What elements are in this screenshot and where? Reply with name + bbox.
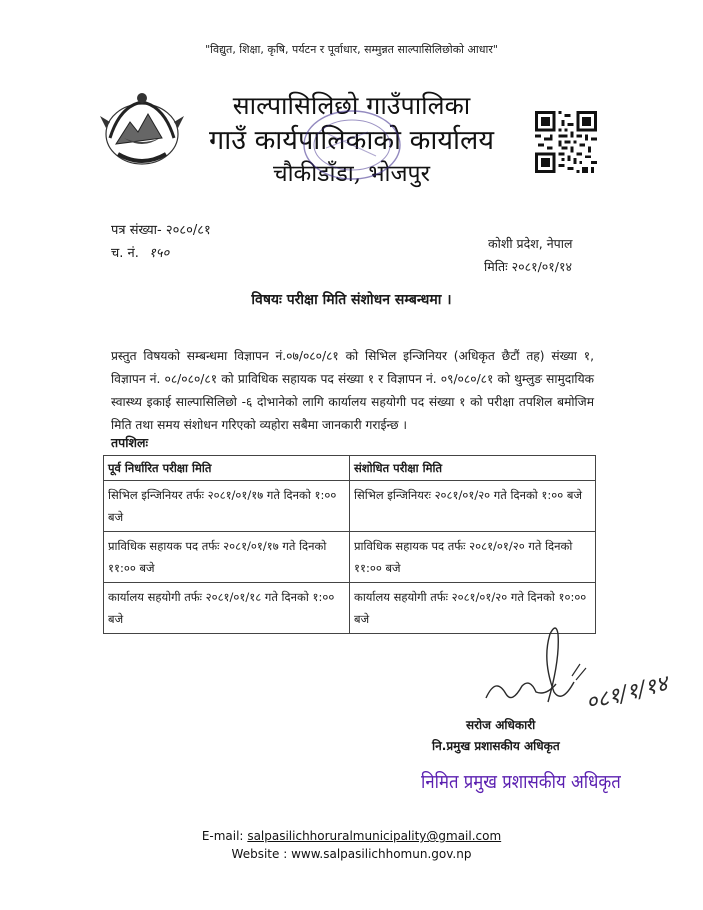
handwritten-signature <box>476 620 686 720</box>
organization-name: साल्पासिलिछो गाउँपालिका <box>232 91 471 120</box>
table-cell: सिभिल इन्जिनियर तर्फः २०८१/०१/१७ गते दिनको १:०० बजे <box>104 481 350 532</box>
province-name: कोशी प्रदेश, नेपाल <box>488 236 573 251</box>
table-cell: कार्यालय सहयोगी तर्फः २०८१/०१/२० गते दिनको १०:०० बजे <box>350 583 596 634</box>
table-cell: प्राविधिक सहायक पद तर्फः २०८१/०१/१७ गते दिनको ११:०० बजे <box>104 532 350 583</box>
signatory-designation: नि.प्रमुख प्रशासकीय अधिकृत <box>432 739 560 753</box>
dispatch-number: १५० <box>149 246 170 261</box>
designation-seal: निमित प्रमुख प्रशासकीय अधिकृत <box>421 771 621 793</box>
letter-number: पत्र संख्या- २०८०/८१ <box>111 223 211 238</box>
table-row <box>104 481 596 532</box>
dispatch-number-row <box>111 243 169 261</box>
table-cell: कार्यालय सहयोगी तर्फः २०८१/०१/१८ गते दिनको १:०० बजे <box>104 583 350 634</box>
letter-subject: विषयः परीक्षा मिति संशोधन सम्बन्धमा । <box>251 292 452 308</box>
letter-body: प्रस्तुत विषयको सम्बन्धमा विज्ञापन नं.०७/०८०/८१ को सिभिल इन्जिनियर (अधिकृत छैटौं तह) संख्या १, विज्ञापन नं. ०८/०८०/८१ को प्राविधिक सहायक पद संख्या १ र विज्ञापन नं. ०९/०८०/८१ को थुम्लुङ सामुदायिक स्वास्थ्य इकाई साल्पासिलिछो -६ दोभानेको लागि कार्यालय सहयोगी पद संख्या १ को परीक्षा तपशिल बमोजिम मिति तथा समय संशोधन गरिएको व्यहोरा सबैमा जानकारी गराईन्छ । <box>111 349 594 432</box>
website-link[interactable]: www.salpasilichhomun.gov.np <box>291 847 472 861</box>
footer-website-line <box>0 847 703 861</box>
column-header-revised-date: संशोधित परीक्षा मिति <box>350 456 596 481</box>
table-header-row <box>104 456 596 481</box>
dispatch-label: च. नं. <box>111 246 139 261</box>
table-row <box>104 532 596 583</box>
exam-schedule-table <box>103 455 596 634</box>
table-cell: सिभिल इन्जिनियरः २०८१/०१/२० गते दिनको १:०० बजे <box>350 481 596 532</box>
office-rubber-stamp <box>298 104 406 186</box>
table-label: तपशिलः <box>111 435 148 450</box>
signatory-name: सरोज अधिकारी <box>466 718 536 732</box>
footer-email-line <box>0 829 703 843</box>
table-cell: प्राविधिक सहायक पद तर्फः २०८१/०१/२० गते दिनको ११:०० बजे <box>350 532 596 583</box>
email-link[interactable]: salpasilichhoruralmunicipality@gmail.com <box>247 829 502 843</box>
email-label: E-mail: <box>201 829 244 843</box>
column-header-previous-date: पूर्व निर्धारित परीक्षा मिति <box>104 456 350 481</box>
signature-date: ०८१/१/१४ <box>583 671 671 716</box>
letter-date: मितिः २०८१/०१/१४ <box>484 259 572 274</box>
letterhead-motto: "विद्युत, शिक्षा, कृषि, पर्यटन र पूर्वाधार, सम्मुन्नत साल्पासिलिछोको आधार" <box>205 43 498 56</box>
office-location: चौकीडाँडा, भोजपुर <box>273 161 430 187</box>
office-name: गाउँ कार्यपालिकाको कार्यालय <box>209 125 494 156</box>
website-label: Website : <box>231 847 288 861</box>
